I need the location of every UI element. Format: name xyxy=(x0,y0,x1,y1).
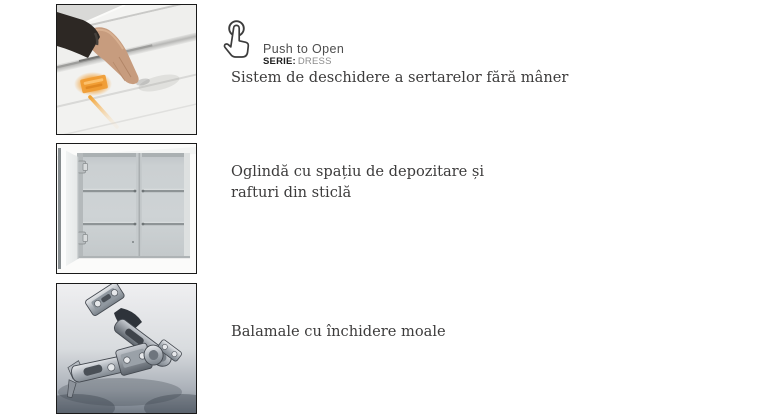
serie-line xyxy=(263,56,332,67)
push-to-open-icon xyxy=(220,19,253,63)
feature-2-line-2: rafturi din sticlă xyxy=(231,184,352,201)
push-to-open-label: Push to Open xyxy=(263,42,345,56)
push-to-open-photo xyxy=(56,4,197,135)
serie-value: DRESS xyxy=(297,56,332,67)
feature-2-description xyxy=(231,161,484,203)
hinges-photo xyxy=(56,283,197,414)
feature-1-description: Sistem de deschidere a sertarelor fără mâner xyxy=(231,69,569,86)
serie-label: SERIE: xyxy=(263,56,296,67)
mirror-cabinet-photo xyxy=(56,143,197,274)
feature-3-description: Balamale cu închidere moale xyxy=(231,323,446,340)
feature-2-line-1: Oglindă cu spațiu de depozitare și xyxy=(231,163,485,180)
